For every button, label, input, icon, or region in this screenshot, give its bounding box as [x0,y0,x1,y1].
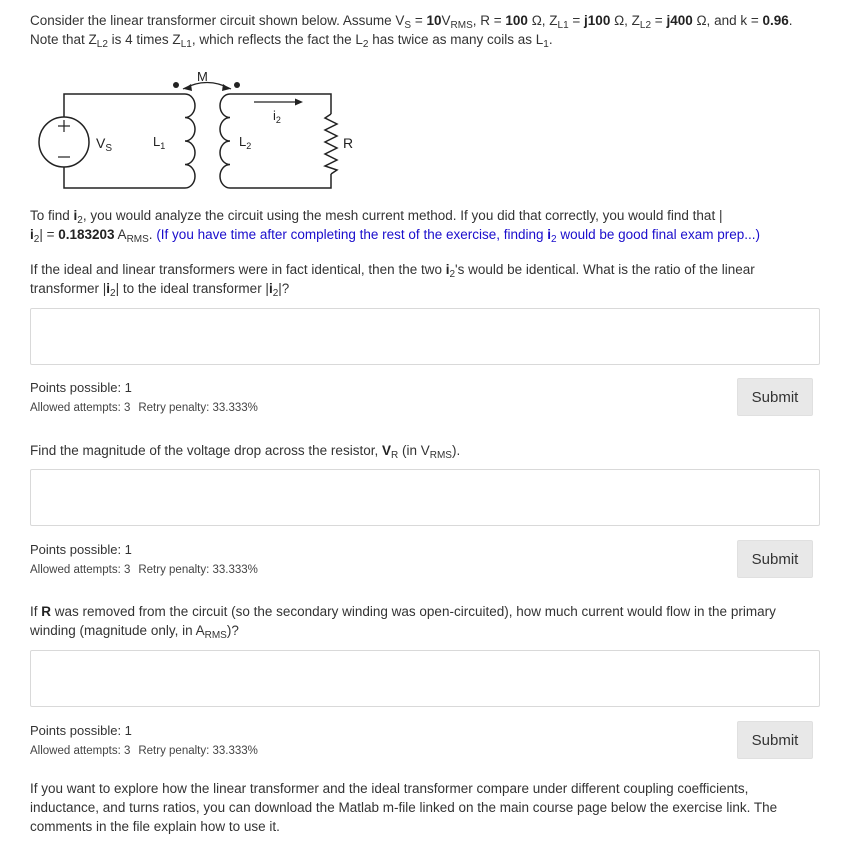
vs-label [96,135,112,154]
q1-text: | to the ideal transformer | [115,281,269,296]
intro-text: = [568,13,585,28]
q3-retry-penalty: Retry penalty: 33.333% [138,745,258,757]
q2-submit-button[interactable]: Submit [737,540,813,578]
q1-text: 's would be identical. What is the ratio of the linear [455,262,755,277]
mesh-line-1 [30,206,820,225]
q1-retry-penalty: Retry penalty: 33.333% [138,402,258,414]
q2-allowed-attempts: Allowed attempts: 3 [30,564,131,576]
note-subscript: 2 [362,39,369,50]
l1-coil [185,94,195,188]
q1-i2-symbol: i [445,262,450,277]
footer-paragraph [30,779,820,836]
note-text: , which reflects the fact the L [191,32,363,47]
intro-text: Consider the linear transformer circuit shown below. Assume V [30,13,405,28]
k-value: 0.96 [762,13,789,28]
note-subscript: L2 [96,39,108,50]
q3-allowed-attempts: Allowed attempts: 3 [30,745,131,757]
secondary-wire-bottom [230,174,331,188]
q2-text: (in V [398,443,430,458]
hint-i2-subscript: 2 [551,234,557,245]
q3-text: was removed from the circuit (so the secondary winding was open-circuited), how much current would flow in the primary [51,604,776,619]
zl1-subscript: L1 [557,20,569,31]
q3-line-2 [30,621,820,640]
transformer-circuit-diagram [25,62,370,197]
mesh-paragraph [30,206,820,244]
i2-label [273,108,281,125]
q2-points-possible: Points possible: 1 [30,542,132,557]
q2-text: Find the magnitude of the voltage drop across the resistor, [30,443,382,458]
polarity-dot-primary [173,82,179,88]
intro-line-2 [30,30,820,49]
primary-wire [64,94,185,117]
q3-attempt-info [30,745,266,757]
exam-hint [156,227,760,245]
i2-symbol: i [30,227,34,242]
vr-symbol: V [381,443,391,458]
polarity-dot-secondary [234,82,240,88]
note-subscript: 1 [543,39,549,50]
mesh-text: | = [39,227,59,242]
vs-value: 10 [426,13,442,28]
mesh-text: . [148,227,157,242]
q1-answer-input[interactable] [30,308,820,365]
question-2-text [30,441,820,460]
note-text: . [548,32,553,47]
q3-answer-input[interactable] [30,650,820,707]
l2-label-l: L [239,134,247,149]
q1-line-1 [30,260,820,279]
footer-line-1: If you want to explore how the linear transformer and the ideal transformer compare under different coupling coefficients, [30,781,749,796]
mesh-text: , you would analyze the circuit using the mesh current method. If you did that correctly, you would find that | [82,208,723,223]
resistor-symbol [325,114,337,174]
vs-subscript: S [404,20,412,31]
mesh-unit-subscript: RMS [126,234,149,245]
q1-text: |? [278,281,290,296]
q1-i2-symbol: i [268,281,273,296]
vs-label-sub: S [105,143,113,154]
intro-text: Ω, Z [610,13,640,28]
q1-i2-subscript: 2 [449,269,456,280]
secondary-wire [230,94,331,114]
footer-line-2: inductance, and turns ratios, you can download the Matlab m-file linked on the main course page below the exercise link. The [30,800,778,815]
q1-submit-button[interactable]: Submit [737,378,813,416]
i2-subscript: 2 [33,234,40,245]
q2-retry-penalty: Retry penalty: 33.333% [138,564,258,576]
intro-text: V [441,13,451,28]
mesh-line-2 [30,225,820,244]
r-symbol: R [41,604,52,619]
vrms-subscript: RMS [450,20,473,31]
q1-text: transformer | [30,281,107,296]
l2-coil [220,94,230,188]
q3-unit-subscript: RMS [204,630,227,641]
intro-text: = [411,13,427,28]
q1-i2-subscript: 2 [110,288,116,299]
q2-answer-input[interactable] [30,469,820,526]
l1-label [153,134,165,151]
q1-attempt-info [30,402,266,414]
note-text: is 4 times Z [107,32,181,47]
mesh-unit: A [114,227,127,242]
q1-text: If the ideal and linear transformers were in fact identical, then the two [30,262,446,277]
hint-text: (If you have time after completing the rest of the exercise, finding [156,227,548,242]
q2-attempt-info [30,564,266,576]
q1-i2-subscript: 2 [272,288,279,299]
m-label: M [197,69,208,84]
q2-unit-subscript: RMS [429,450,452,461]
l2-label [239,134,251,151]
intro-text: , R = [472,13,506,28]
note-text: Note that Z [30,32,97,47]
l1-label-l: L [153,134,161,149]
primary-wire-bottom [64,167,185,188]
footer-line-3: comments in the file explain how to use it. [30,819,280,834]
q1-line-2 [30,279,820,298]
i2-subscript: 2 [77,215,83,226]
note-text: has twice as many coils as L [368,32,544,47]
vs-label-v: V [96,135,106,151]
zl1-value: j100 [584,13,611,28]
l1-label-sub: 1 [160,141,166,151]
intro-text: Ω, Z [527,13,558,28]
q2-text: ). [451,443,461,458]
q1-points-possible: Points possible: 1 [30,380,132,395]
hint-i2-symbol: i [547,227,552,242]
intro-line-1 [30,11,820,30]
q1-allowed-attempts: Allowed attempts: 3 [30,402,131,414]
intro-text: = [651,13,667,28]
zl2-subscript: L2 [639,20,652,31]
intro-text: . [788,13,793,28]
q3-points-possible: Points possible: 1 [30,723,132,738]
q3-text: winding (magnitude only, in A [30,623,205,638]
q1-i2-symbol: i [106,281,111,296]
question-3-text [30,602,820,640]
q3-text: )? [226,623,239,638]
r-label: R [343,135,354,151]
q3-submit-button[interactable]: Submit [737,721,813,759]
r-value: 100 [505,13,528,28]
zl2-value: j400 [666,13,693,28]
i2-value: 0.183203 [58,227,115,242]
l2-label-sub: 2 [246,141,252,151]
intro-paragraph [30,11,820,49]
q3-text: If [30,604,42,619]
i2-symbol: i [73,208,78,223]
intro-text: Ω, and k = [692,13,763,28]
q3-line-1 [30,602,820,621]
i2-label-i: i [273,108,276,123]
i2-label-sub: 2 [275,115,281,125]
note-subscript: L1 [180,39,192,50]
question-1-text [30,260,820,298]
vr-subscript: R [390,450,399,461]
hint-text: would be good final exam prep...) [556,227,760,242]
mesh-text: To find [30,208,74,223]
